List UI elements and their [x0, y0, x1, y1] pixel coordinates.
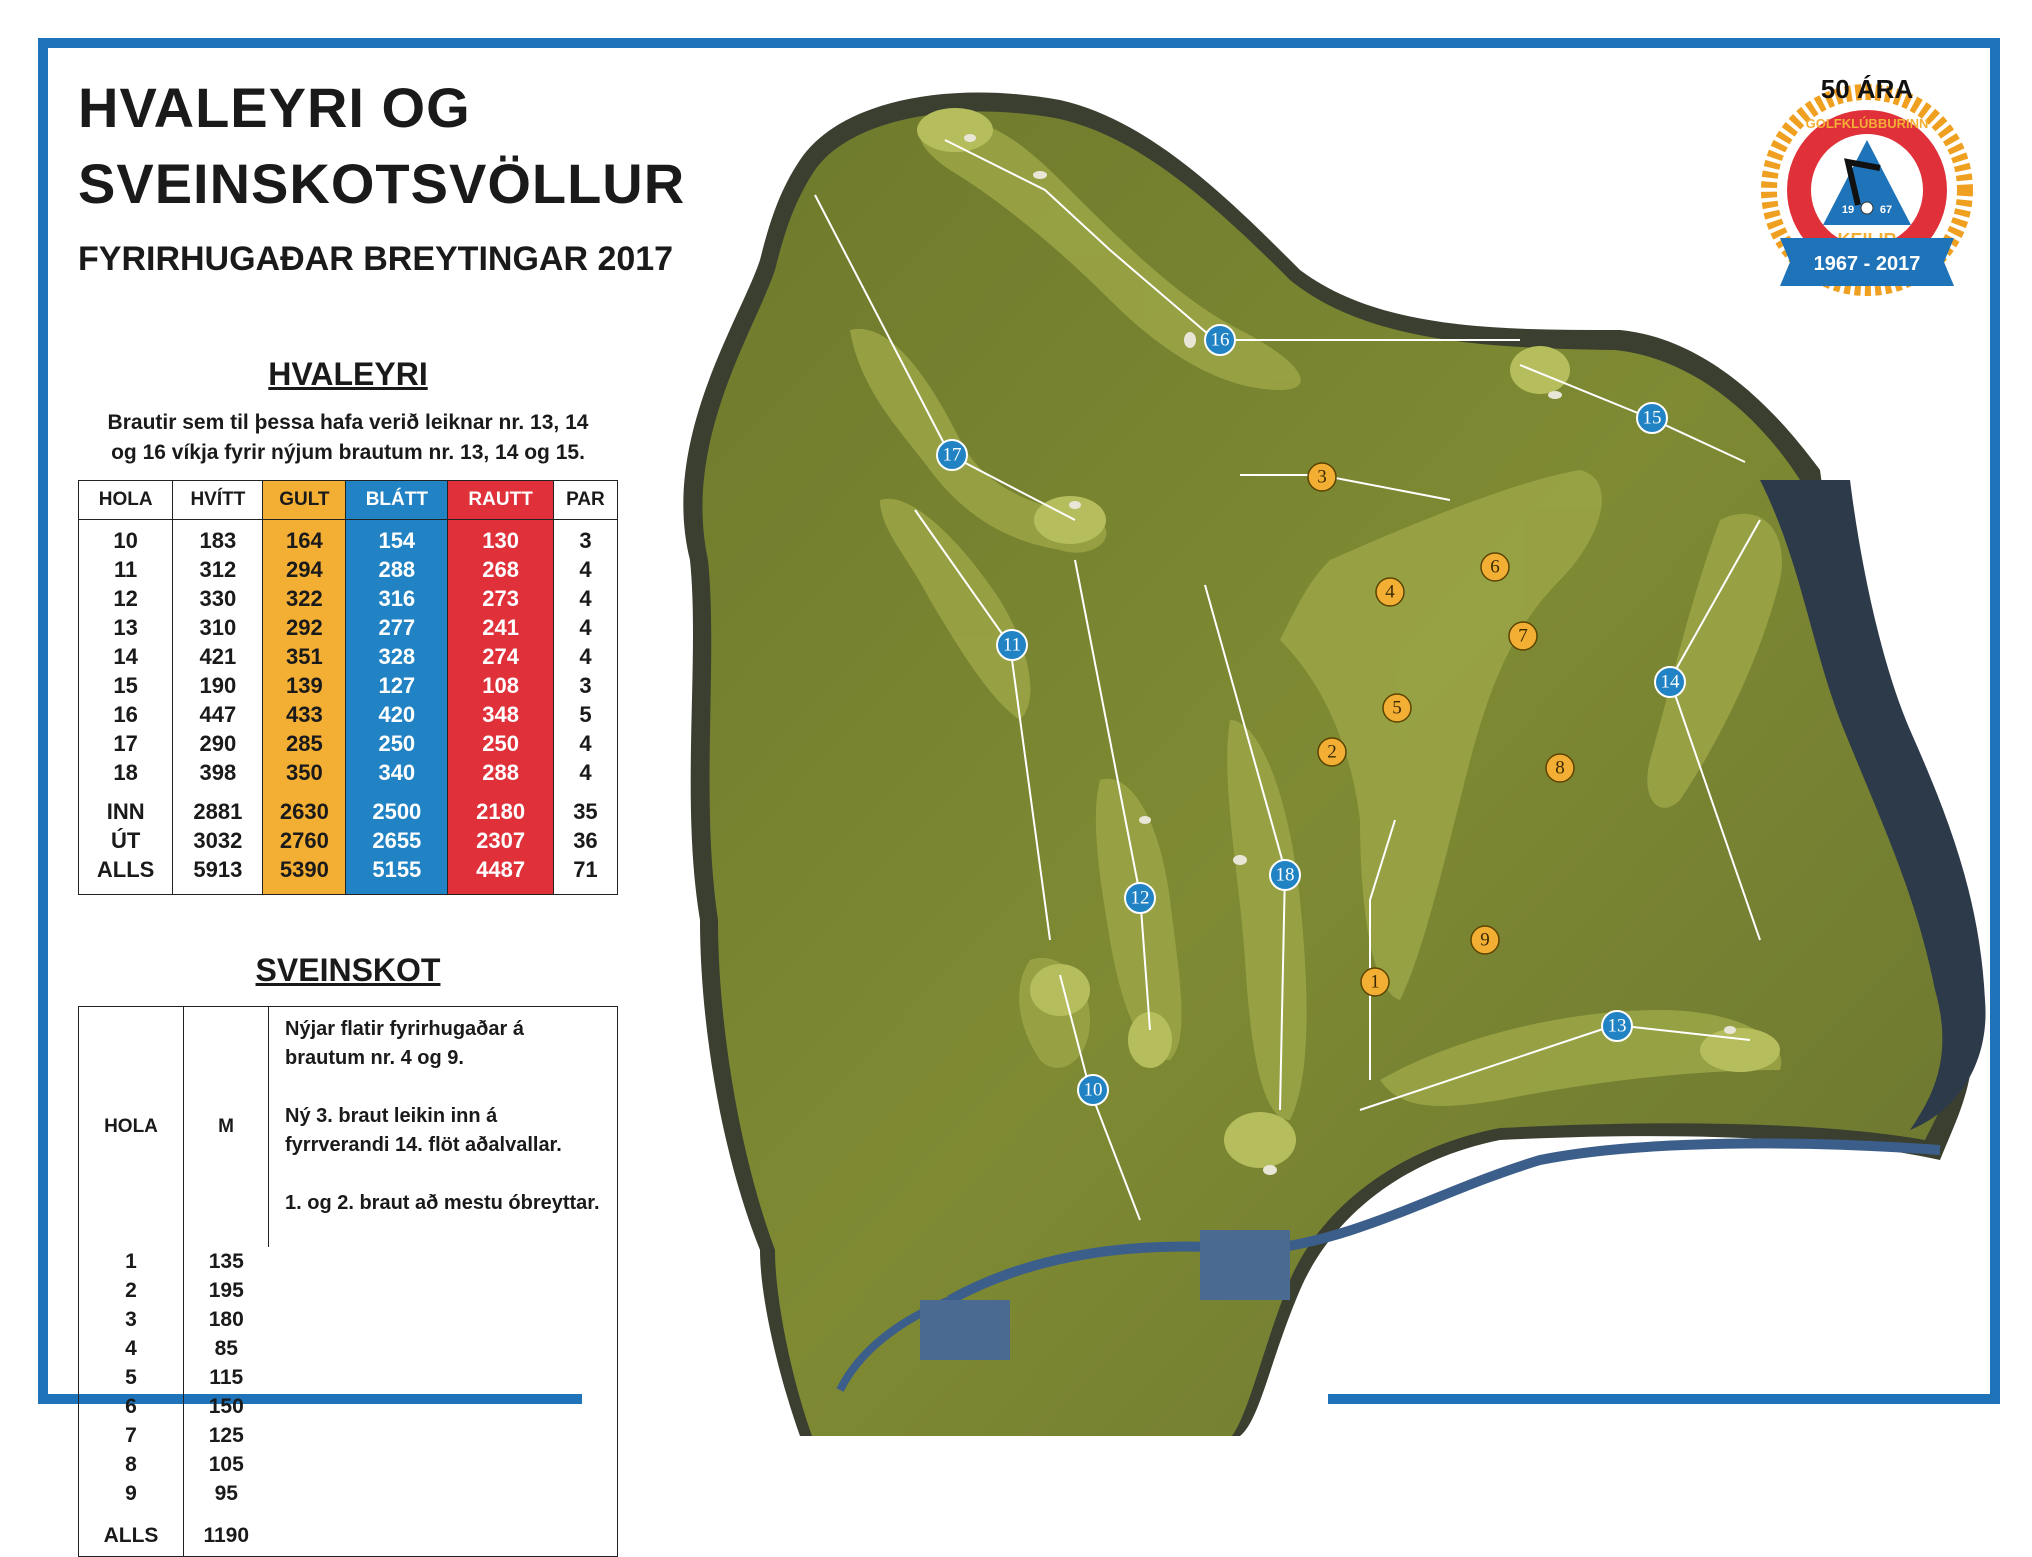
cell-rautt: 241: [448, 613, 554, 642]
cell-hvitt: 3032: [173, 826, 263, 855]
table-row: [79, 671, 618, 700]
bunker: [1724, 1026, 1736, 1034]
svg-text:7: 7: [1518, 625, 1528, 647]
parking-lot: [1200, 1230, 1290, 1300]
table-row: [79, 826, 618, 855]
bunker: [1139, 816, 1151, 824]
cell-hola: 6: [125, 1394, 137, 1418]
cell-blatt: 420: [346, 700, 448, 729]
svg-text:12: 12: [1130, 887, 1150, 909]
green: [1700, 1028, 1780, 1072]
cell-hvitt: 398: [173, 758, 263, 787]
sveinskot-title: SVEINSKOT: [255, 952, 441, 988]
table-row: [79, 1363, 618, 1392]
hole-marker-8[interactable]: [1546, 754, 1574, 782]
cell-rautt: 4487: [448, 855, 554, 895]
cell-blatt: 250: [346, 729, 448, 758]
cell-hola: ALLS: [96, 856, 155, 882]
cell-gult: 350: [263, 758, 346, 787]
svg-text:1: 1: [1370, 971, 1380, 993]
cell-hvitt: 190: [173, 671, 263, 700]
table-header-row: [79, 481, 618, 520]
cell-blatt: 2500: [346, 787, 448, 826]
hole-marker-2[interactable]: [1318, 738, 1346, 766]
golf-ball-icon: [1861, 202, 1873, 214]
svg-text:11: 11: [1002, 634, 1022, 656]
sveinskot-notes: [269, 1007, 618, 1248]
table-row: [79, 1450, 618, 1479]
green: [1510, 346, 1570, 394]
table-row: [79, 855, 618, 895]
bunker: [1548, 391, 1562, 399]
cell-m: 115: [184, 1363, 269, 1392]
cell-m: 180: [184, 1305, 269, 1334]
cell-blatt: 2655: [346, 826, 448, 855]
table-row: [79, 729, 618, 758]
header-hola: HOLA: [104, 1116, 158, 1137]
table-row: [79, 758, 618, 787]
cell-gult: 164: [263, 520, 346, 556]
cell-hvitt: 310: [173, 613, 263, 642]
hole-marker-4[interactable]: [1376, 578, 1404, 606]
sveinskot-note-3: 1. og 2. braut að mestu óbreyttar.: [285, 1192, 600, 1214]
cell-hola: 11: [114, 556, 138, 582]
hole-marker-5[interactable]: [1383, 694, 1411, 722]
cell-rautt: 130: [448, 520, 554, 556]
cell-hola: 4: [125, 1336, 137, 1360]
green: [1224, 1112, 1296, 1168]
cell-par: 4: [553, 729, 617, 758]
table-row: [79, 1334, 618, 1363]
cell-hvitt: 2881: [173, 787, 263, 826]
table-row: [79, 1508, 618, 1557]
cell-hvitt: 447: [173, 700, 263, 729]
cell-par: 4: [553, 584, 617, 613]
table-row: [79, 1479, 618, 1508]
cell-par: 35: [553, 787, 617, 826]
cell-gult: 2630: [263, 787, 346, 826]
cell-blatt: 340: [346, 758, 448, 787]
cell-hola: 14: [113, 643, 138, 669]
cell-par: 4: [553, 642, 617, 671]
hole-marker-10[interactable]: [1078, 1075, 1108, 1105]
svg-text:6: 6: [1490, 556, 1500, 578]
cell-blatt: 154: [346, 520, 448, 556]
green: [1030, 964, 1090, 1016]
hole-marker-14[interactable]: [1655, 667, 1685, 697]
cell-hvitt: 290: [173, 729, 263, 758]
cell-par: 4: [553, 613, 617, 642]
svg-text:10: 10: [1083, 1079, 1103, 1101]
cell-hola: 12: [113, 585, 138, 611]
hvaleyri-table-body: [79, 520, 618, 895]
cell-gult: 292: [263, 613, 346, 642]
cell-rautt: 288: [448, 758, 554, 787]
bunker: [1184, 332, 1196, 348]
hvaleyri-note: [78, 408, 618, 468]
cell-blatt: 277: [346, 613, 448, 642]
table-row: [79, 555, 618, 584]
bunker: [1263, 1165, 1277, 1175]
cell-par: 4: [553, 555, 617, 584]
table-row: [79, 1276, 618, 1305]
page-title: [78, 70, 685, 222]
cell-rautt: 348: [448, 700, 554, 729]
sveinskot-note-1: Nýjar flatir fyrirhugaðar á brautum nr. 4 og 9.: [285, 1018, 524, 1069]
cell-hola: ALLS: [103, 1524, 159, 1547]
cell-m: 105: [184, 1450, 269, 1479]
cell-blatt: 328: [346, 642, 448, 671]
header-m: M: [184, 1007, 269, 1248]
cell-m: 195: [184, 1276, 269, 1305]
cell-hvitt: 183: [173, 520, 263, 556]
cell-gult: 294: [263, 555, 346, 584]
svg-text:14: 14: [1660, 671, 1680, 693]
hole-marker-6[interactable]: [1481, 553, 1509, 581]
cell-hola: 5: [125, 1365, 137, 1389]
cell-par: 3: [553, 671, 617, 700]
cell-hola: 16: [113, 701, 138, 727]
header-blatt: BLÁTT: [346, 481, 448, 520]
cell-hola: 15: [113, 672, 138, 698]
parking-lot: [920, 1300, 1010, 1360]
bunker: [964, 134, 976, 142]
header-hola: HOLA: [79, 481, 173, 520]
svg-text:3: 3: [1317, 466, 1327, 488]
header-rautt: RAUTT: [448, 481, 554, 520]
cell-par: 4: [553, 758, 617, 787]
table-header-row: [79, 1007, 618, 1248]
cell-blatt: 5155: [346, 855, 448, 895]
cell-hola: 3: [125, 1307, 137, 1331]
table-row: [79, 1392, 618, 1421]
sveinskot-table-body: [79, 1247, 618, 1557]
table-row: [79, 642, 618, 671]
header-par: PAR: [553, 481, 617, 520]
cell-hola: 2: [125, 1278, 137, 1302]
cell-hola: INN: [106, 798, 145, 824]
hvaleyri-scorecard: [78, 480, 618, 895]
cell-hola: 8: [125, 1452, 137, 1476]
cell-par: 5: [553, 700, 617, 729]
logo-ring-text: GOLFKLÚBBURINN: [1805, 116, 1929, 131]
cell-rautt: 108: [448, 671, 554, 700]
cell-hola: ÚT: [110, 827, 141, 853]
cell-rautt: 2180: [448, 787, 554, 826]
bunker: [1233, 855, 1247, 865]
hvaleyri-title: HVALEYRI: [268, 356, 428, 392]
sveinskot-scorecard: [78, 1006, 618, 1557]
cell-gult: 139: [263, 671, 346, 700]
keilir-logo: [1769, 74, 1965, 288]
cell-hola: 17: [113, 730, 138, 756]
header-hvitt: HVÍTT: [173, 481, 263, 520]
svg-text:5: 5: [1392, 697, 1402, 719]
table-row: [79, 584, 618, 613]
table-row: [79, 613, 618, 642]
cell-hvitt: 330: [173, 584, 263, 613]
hvaleyri-note-line-2: og 16 víkja fyrir nýjum brautum nr. 13, 14 og 15.: [111, 441, 585, 464]
logo-founded-b: 67: [1879, 204, 1893, 216]
table-row: [79, 1247, 618, 1276]
cell-hvitt: 5913: [173, 855, 263, 895]
cell-gult: 285: [263, 729, 346, 758]
cell-hola: 9: [125, 1481, 137, 1505]
hole-marker-18[interactable]: [1270, 860, 1300, 890]
table-row: [79, 787, 618, 826]
table-row: [79, 700, 618, 729]
cell-hola: 18: [113, 759, 138, 785]
page-subtitle: FYRIRHUGAÐAR BREYTINGAR 2017: [78, 240, 674, 278]
hole-marker-11[interactable]: [997, 630, 1027, 660]
cell-hola: 7: [125, 1423, 137, 1447]
title-line-1: HVALEYRI OG: [78, 76, 471, 139]
table-row: [79, 1305, 618, 1334]
cell-gult: 322: [263, 584, 346, 613]
cell-gult: 5390: [263, 855, 346, 895]
svg-text:15: 15: [1642, 407, 1662, 429]
cell-m: 135: [184, 1247, 269, 1276]
sveinskot-note-2: Ný 3. braut leikin inn á fyrrverandi 14. flöt aðalvallar.: [285, 1105, 562, 1156]
svg-text:9: 9: [1480, 929, 1490, 951]
hole-marker-15[interactable]: [1637, 403, 1667, 433]
cell-rautt: 273: [448, 584, 554, 613]
logo-years: 1967 - 2017: [1813, 253, 1921, 275]
svg-text:13: 13: [1607, 1015, 1627, 1037]
cell-blatt: 288: [346, 555, 448, 584]
hole-marker-17[interactable]: [937, 440, 967, 470]
cell-hola: 10: [113, 527, 138, 553]
hole-marker-7[interactable]: [1509, 622, 1537, 650]
cell-gult: 2760: [263, 826, 346, 855]
hole-marker-9[interactable]: [1471, 926, 1499, 954]
svg-text:16: 16: [1210, 329, 1230, 351]
cell-m: 85: [184, 1334, 269, 1363]
svg-text:8: 8: [1555, 757, 1565, 779]
cell-rautt: 274: [448, 642, 554, 671]
svg-text:4: 4: [1385, 581, 1395, 603]
cell-m: 125: [184, 1421, 269, 1450]
table-row: [79, 520, 618, 556]
hole-marker-13[interactable]: [1602, 1011, 1632, 1041]
svg-text:2: 2: [1327, 741, 1337, 763]
cell-hvitt: 421: [173, 642, 263, 671]
cell-hola: 13: [113, 614, 138, 640]
logo-founded-a: 19: [1841, 204, 1855, 216]
cell-par: 36: [553, 826, 617, 855]
hvaleyri-note-line-1: Brautir sem til þessa hafa verið leiknar nr. 13, 14: [107, 411, 589, 434]
cell-rautt: 250: [448, 729, 554, 758]
hole-marker-1[interactable]: [1361, 968, 1389, 996]
cell-gult: 433: [263, 700, 346, 729]
cell-blatt: 127: [346, 671, 448, 700]
cell-hola: 1: [125, 1249, 137, 1273]
svg-text:18: 18: [1275, 864, 1295, 886]
cell-gult: 351: [263, 642, 346, 671]
cell-blatt: 316: [346, 584, 448, 613]
svg-text:17: 17: [942, 444, 962, 466]
cell-par: 71: [553, 855, 617, 895]
cell-hvitt: 312: [173, 555, 263, 584]
cell-m: 150: [184, 1392, 269, 1421]
logo-top-text: 50 ÁRA: [1820, 74, 1914, 104]
title-line-2: SVEINSKOTSVÖLLUR: [78, 152, 686, 215]
cell-rautt: 2307: [448, 826, 554, 855]
bunker: [1069, 501, 1081, 509]
cell-par: 3: [553, 520, 617, 556]
bunker: [1033, 171, 1047, 179]
hole-marker-12[interactable]: [1125, 883, 1155, 913]
cell-m: 95: [184, 1479, 269, 1508]
cell-m: 1190: [184, 1508, 269, 1557]
cell-rautt: 268: [448, 555, 554, 584]
hole-marker-16[interactable]: [1205, 325, 1235, 355]
header-gult: GULT: [263, 481, 346, 520]
hole-marker-3[interactable]: [1308, 463, 1336, 491]
